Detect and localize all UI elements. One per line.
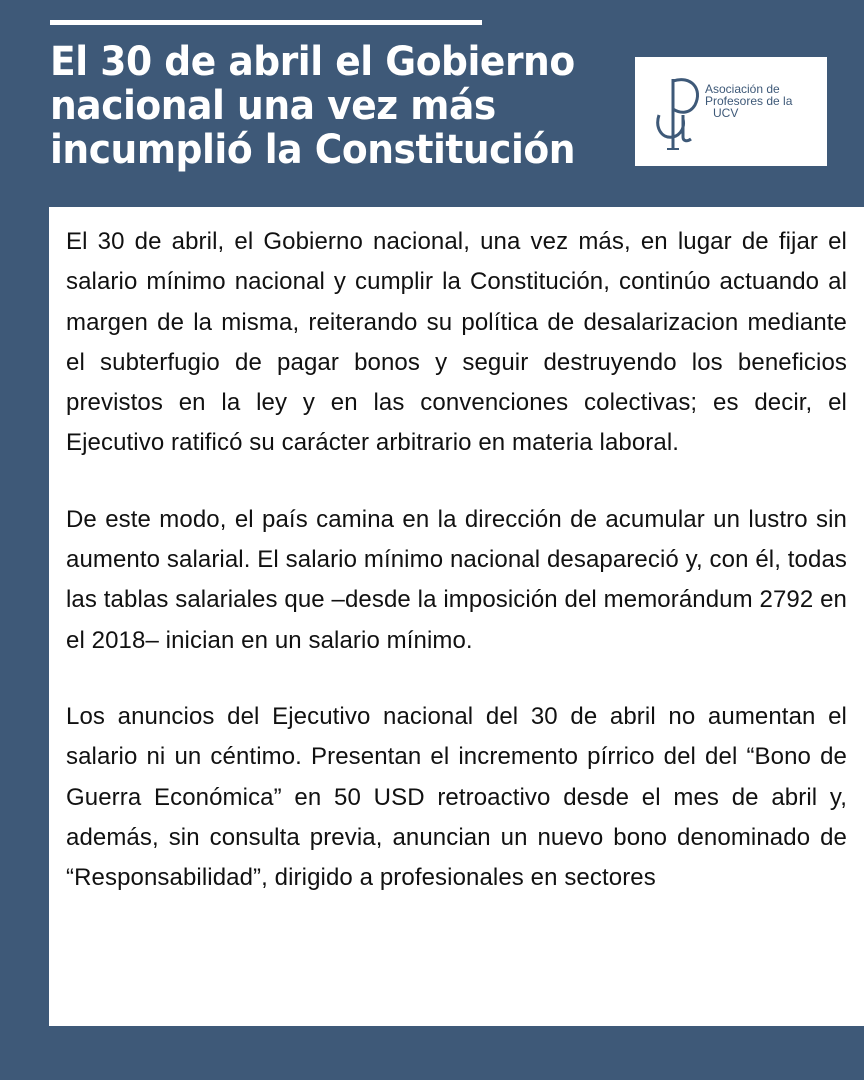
top-rule	[50, 20, 482, 25]
article-paragraph-2: De este modo, el país camina en la dirección de acumular un lustro sin aumento salarial. El salario mínimo nacional desapareció y, con él, todas las tablas salariales que –desde la imposición del memorándum 2792 en el 2018– inician en un salario mínimo.	[66, 505, 847, 654]
logo-line-3: UCV	[713, 106, 739, 120]
logo-text	[705, 83, 825, 119]
article-panel	[49, 207, 864, 1026]
apucv-logo	[635, 57, 827, 166]
logo-line-2: Profesores de la	[705, 94, 793, 108]
logo-mark-icon	[651, 71, 711, 151]
article-paragraph-1: El 30 de abril, el Gobierno nacional, una vez más, en lugar de fijar el salario mínimo nacional y cumplir la Constitución, continúo actuando al margen de la misma, reiterando su política de desalarizacion mediante el subterfugio de pagar bonos y seguir destruyendo los beneficios previstos en la ley y en las convenciones colectivas; es decir, el Ejecutivo ratificó su carácter arbitrario en materia laboral.	[66, 228, 847, 457]
article-paragraph-3: Los anuncios del Ejecutivo nacional del 30 de abril no aumentan el salario ni un céntimo. Presentan el incremento pírrico del del “Bono de Guerra Económica” en 50 USD retroactivo desde el mes de abril y, además, sin consulta previa, anuncian un nuevo bono denominado de “Responsabilidad”, dirigido a profesionales en sectores	[66, 702, 847, 892]
headline: El 30 de abril el Gobierno nacional una vez más incumplió la Constitución	[50, 39, 576, 173]
logo-line-1: Asociación de	[705, 82, 780, 96]
